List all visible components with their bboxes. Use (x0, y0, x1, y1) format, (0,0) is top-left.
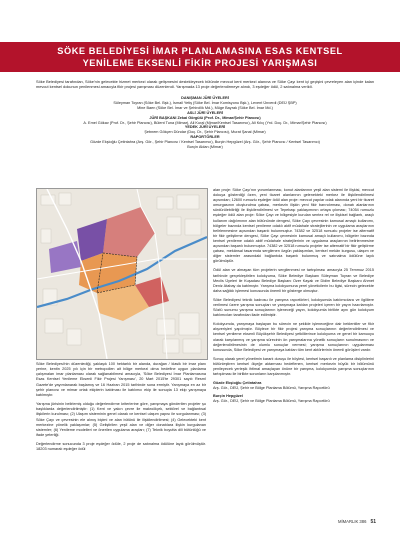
body-paragraph: Değerlendirme sonucunda 3 proje eşdeğer ödüle, 2 proje de satınalma ödülüne layık görülmüştür. 18203 numaralı eşdeğer ödül (36, 442, 206, 452)
jury-line: Şebnem Gökçen Dündar (Doç. Dr., Şehir Plancısı), Murat Şanal (Mimar) (144, 130, 266, 135)
jury-heading: RAPORTÖRLER (190, 135, 220, 140)
jury-line: Burçin Aldan (Mimar) (187, 145, 223, 150)
intro-paragraph: Söke Belediyesi tarafından, Söke'nin gelecekte hizmet merkezi olarak gelişmesini destekleyecek bütünde mevcut kent merkezi alanına ve Söke Çayı kent içi geçişini çevreleyen alan içinde kalan mevcut kentsel dokunun yenilenmesi amacıyla fikir projesi yarışması düzenlendi. Yarışmada 13 proje değerlendirmeye alındı, 3 eşdeğer ödül, 2 satınalma verildi. (36, 79, 374, 89)
site-plan-map (36, 188, 208, 360)
body-paragraph: Sonuç olarak yerel yönetimin kararlı duruşu ile böylesi, kentsel başarılı ve planlama disiplinlerini bütünleştiren kentsel ölçeğe aktarması hedeflenen, kentsel merkezin büyük bir bölümünü yenileyecek yerleşik ihtimal amaçlayan önüne bir yarışma, kolokyumda yarışma sonuçlarının tartışılması ile birlikte sorunların karşılanmıştır. (213, 356, 374, 377)
jury-heading: DANIŞMAN JÜRİ ÜYELERİ (181, 96, 229, 100)
body-paragraph: Söke Belediyesi teknik kadrosu ile yarışma raportörleri, kolokyumda katılımcılara ve ilgililere verilmesi üzere yarışma sonuçları ve yarışmaya katılan projeleri içeren bir yayın hazırlamıştır. Sözlü sunumu yarışma sonuçlarının işleneceği yayın, kolokyumla birlikte aynı gün kolokyum katılımcıları tarafından ilade edilmiştir. (213, 297, 374, 318)
title-banner (0, 42, 400, 72)
jury-chair: JÜRİ BAŞKANI Zekai Görgülü (Prof. Dr., Mimar/Şehir Plancısı) (149, 115, 261, 120)
site-plan-drawing (37, 189, 207, 359)
title-line-1: SÖKE BELEDİYESİ İMAR PLANLAMASINA ESAS KENTSEL (57, 46, 343, 56)
page-footer (338, 519, 376, 525)
reporter-role: Arş. Gör., DEÜ, Şehir ve Bölge Planlama Bölümü, Yarışma Raportörü (213, 386, 330, 391)
jury-line: Gözde Ekşioğlu Çetintahra (Arş. Gör., Şehir Plancısı / Kentsel Tasarımcı), Burçin Hepgüzel (Arş. Gör., Şehir Plancısı / Kentsel Tasarımcı) (90, 140, 320, 145)
left-column (36, 362, 206, 457)
magazine-name: MİMARLIK 386 (338, 519, 367, 524)
reporter-role: Arş. Gör., DEÜ, Şehir ve Bölge Planlama Bölümü, Yarışma Raportörü (213, 399, 330, 404)
page-number: 51 (370, 519, 376, 525)
right-column (213, 188, 374, 405)
title-line-2: YENİLEME EKSENLİ FİKİR PROJESİ YARIŞMASI (82, 58, 318, 68)
jury-line: Süleyman Toyran (Söke Bel. Bşk.), İsmail Yetiş (Söke Bel. İmar Komisyonu Bşk.), Levent Ünverdi (DEÜ ŞBP) (113, 100, 297, 105)
body-paragraph: Ödül alan ve almayan tüm projelerin sergilenmesi ve tartışılması amacıyla 25 Temmuz 2015 tarihinde gerçekleştirilen kolokyuma, Söke Belediye Başkanı Süleyman Toyran ve Belediye Meclis Üyeleri ile Kuşadası Belediye Başkanı Ozer Kayalı ve Didim Belediye Başkanı Ahmet Deniz Atabay da katılmıştır. Yarışma kolokyumuna yerel yöneticilerin bu ilgisi, sürecin gelecekte daha sağlıklı işlemesi konusunda önemli bir gösterge olmuştur. (213, 268, 374, 293)
jury-heading: YEDEK JÜRİ ÜYELERİ (184, 125, 226, 130)
reporter-name: Gözde Ekşioğlu Çetintahra (213, 381, 262, 386)
body-paragraph: Kolokyumda, yarışmaya başlayan bu sürecin ne şekilde işleneceğine dair beklentiler ve fikir alışverişleri yapılmıştır. Böylece bir fikir projesi yarışma sonuçlarının değerlendirilmesi ve kentsel yenileme eksenli Büyükşehir Belediyesi yetkililerince kolokyuma ve genel bir kamuoyu olarak karşılanmış ve yarışma sürecinin ön yarışmalarına yönelik sonuçların sunulmasının ve değerlendirilmesinin de olumlu sonuçlar vermesi; yarışma sonuçlarının uygulanması konusunda, Söke Belediyesi ve yarışmaya katılan tüm kent aktörlerinin önemli görüşleri vardır. (213, 322, 374, 352)
jury-line: Mine Baen (Söke Bel. İmar ve Şehircilik Md.), Müge Bayrak (Söke Bel. İmar Md.) (137, 105, 273, 110)
jury-heading: ASLİ JÜRİ ÜYELERİ (187, 110, 223, 115)
body-paragraph: Söke Belediyesi'nin düzenlediği, yaklaşık 100 hektarlık bir alanda, durağan / klasik bir imar planı yerine, kentin 2025 yılı için bir metropollen ait bölge merkezi olma hedefine uygun planlama çalışmaları imar planlaması olarak sağlanabilmesi amacıyla, 'Söke Belediyesi İmar Planlamasına Esas Kentsel Yenileme Eksenli Fikir Projesi Yarışması', 20 Mart 2015'te 29301 sayılı Resmî Gazete'de yayımlanarak başlamış ve 16 Haziran 2015 tarihinde sona ermiştir. Yarışmaya en az bir şehir plancısı ve mimar ortak ekiplerin katılması ile katılımcı ekip ile sonuçta 13 ekip yarışmaya katılmıştır. (36, 362, 206, 397)
jury-line: A. Emel Gökav (Prof. Dr., Şehir Plancısı), Bülent Tuna (Mimar), Ali Kural (Mimar/Kentsel Tasarımcı), Ali Kılıç (Yrd. Doç. Dr., Mimar/Şehir Plancısı) (83, 120, 327, 125)
body-paragraph: Yarışma jürisinin belirlemiş olduğu değerlendirme kriterlerine göre, yarışmaya gönderilen projeler şu başlıklarda değerlendirilmiştir: (1) Kent ve yakın çevre ile makroölçek, sektörel ve bağlantısal ilişkilerin kurulması; (2) Ulaşım sisteminin genel olarak ve kentsel ulaşım yapısı ile sorgulanması; (3) Söke Çayı ve çevresinin ele alınış biçimi ve alan bütünü ile ilişkilendirilmesi; (4) Gelecekteki kent merkezine yönelik yaklaşımlar; (5) Geliştirilen yeşil alan ve diğer donatılara ilişkin kurgulanan sistemler; (6) Yenileme modelleri ve önerilen uygulama araçları; (7) Teknik boyutta dili bütünlüğü ve ifade yeterliği. (36, 402, 206, 438)
jury-list (36, 96, 374, 150)
body-paragraph: alan proje: Söke Çayı'nın yorumlanması, konut alanlarının yeşil alan sistemi ile ilişkisi, mevcut dokuya gösterdiği özen, yeni ticaret alanlarının gelenekteki merkez ile ilişkilendirilmesi açısından; 12600 rumuzlu eşdeğer ödül alan proje: mevcut yapılar odak alanında yeni bir ticaret omurgasının oluşturulma çabası, merkezin ilişkin yeni fikir barındırması, donatı alanlarının sürdürülebilirliği ile ilişkilendirilmesi ve Tepebaşı yaklaşımının ortaya çıkması; 74054 rumuzlu eşdeğer ödül alan proje: Söke Çayı ve bölgesiyle kurulan sentez rel ve ilişkisel bağlantı, araçlı kullanım dağılımının alan bütününde dengesi, Söke Çayı çevresinin kamusal amaçlı kullanımı, bölgeler bazında kentsel yenileme odaklı aktif müdahale stratejilerinin ve uygulama araçlarının belirlenmesine açısından başarılı bulunmuştur. 74382 ve 32518 rumuzlu projeler ise alternatif bir fikir geliştirme dengesi, Söke Çayı çevresinin kamusal amaçlı kullanımı, bölgeler bazında kentsel yenileme odaklı aktif müdahale stratejilerinin ve uygulama araçlarının belirlenmesine açısından başarılı bulunmuştur. 74382 ve 32518 rumuzlu projeler ise alternatif bir fikir geliştirme çabası, mekânsal tasarımda sergilenen özgün yaklaşımları, kentsel mekân kurgusu, ulaşım ve diğer sistemler arasındaki bağlantıda başarılı bulunmuş ve satınalma ödülüne layık görülmüştür. (213, 188, 374, 264)
reporter-name: Burçin Hepgüzel (213, 394, 243, 399)
